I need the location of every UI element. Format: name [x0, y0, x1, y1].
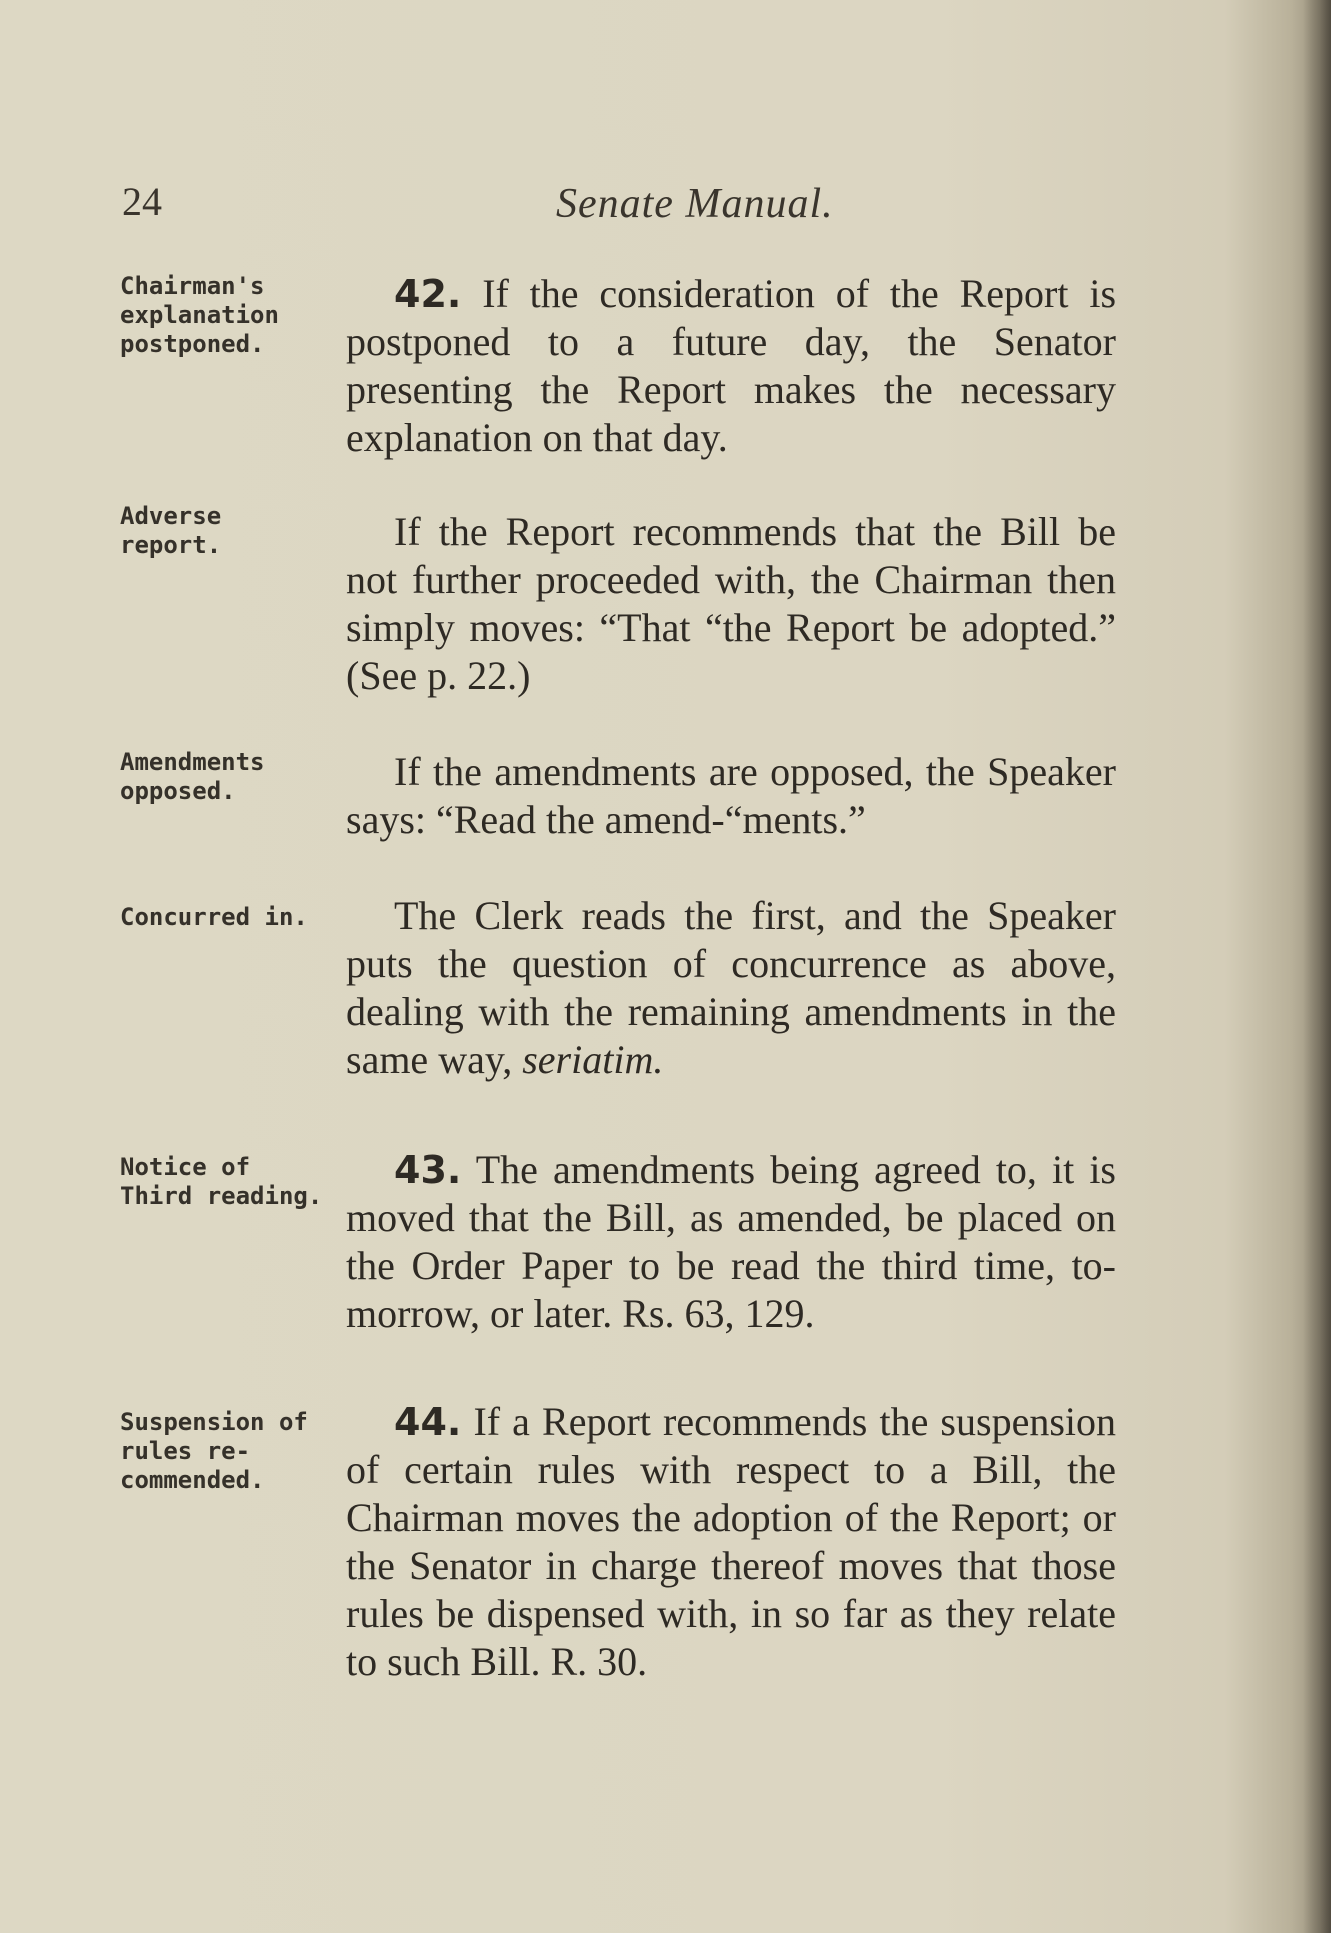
paragraph-42	[346, 270, 1116, 462]
running-title: Senate Manual.	[556, 181, 834, 227]
paragraph-amendments-opposed	[346, 748, 1116, 844]
margin-note-notice-third-reading: Notice of Third reading.	[120, 1153, 323, 1210]
paragraph-text: If the Report recommends that the Bill be not further proceeded with, the Chairman then simply moves: “That “the Report be adopted.” (See p. 22.)	[346, 509, 1116, 698]
section-number: 42.	[394, 272, 462, 316]
paragraph-text: The Clerk reads the first, and the Speaker puts the question of concurrence as above, dealing with the remaining amendments in the same way,	[346, 893, 1116, 1082]
margin-note-chairmans-explanation: Chairman's explanation postponed.	[120, 272, 279, 358]
paragraph-text: The amendments being agreed to, it is moved that the Bill, as amended, be placed on the Order Paper to be read the third time, to-morrow, or later. Rs. 63, 129.	[346, 1147, 1116, 1336]
margin-note-adverse-report: Adverse report.	[120, 502, 222, 559]
paragraph-adverse-report	[346, 508, 1116, 700]
margin-note-amendments-opposed: Amendments opposed.	[120, 748, 265, 805]
paragraph-text: If the consideration of the Report is postponed to a future day, the Senator presenting the Report makes the necessary explanation on that day.	[346, 271, 1117, 460]
paragraph-text: If a Report recommends the suspension of certain rules with respect to a Bill, the Chairman moves the adoption of the Report; or the Senator in charge thereof moves that those rules be dispensed with, in so far as they relate to such Bill. R. 30.	[346, 1399, 1117, 1684]
paragraph-italic-term: seriatim.	[522, 1037, 664, 1082]
margin-note-concurred-in: Concurred in.	[120, 903, 308, 931]
section-number: 43.	[394, 1148, 462, 1192]
paragraph-44	[346, 1398, 1116, 1686]
paragraph-43	[346, 1146, 1116, 1338]
page-header	[0, 168, 1331, 228]
section-number: 44.	[394, 1400, 462, 1444]
page-edge-shadow	[1303, 0, 1331, 1933]
margin-note-suspension-of-rules: Suspension of rules re-commended.	[120, 1408, 308, 1494]
paragraph-text: If the amendments are opposed, the Speaker says: “Read the amend-“ments.”	[346, 749, 1116, 842]
page-number: 24	[122, 179, 162, 224]
paragraph-concurred-in	[346, 892, 1116, 1084]
